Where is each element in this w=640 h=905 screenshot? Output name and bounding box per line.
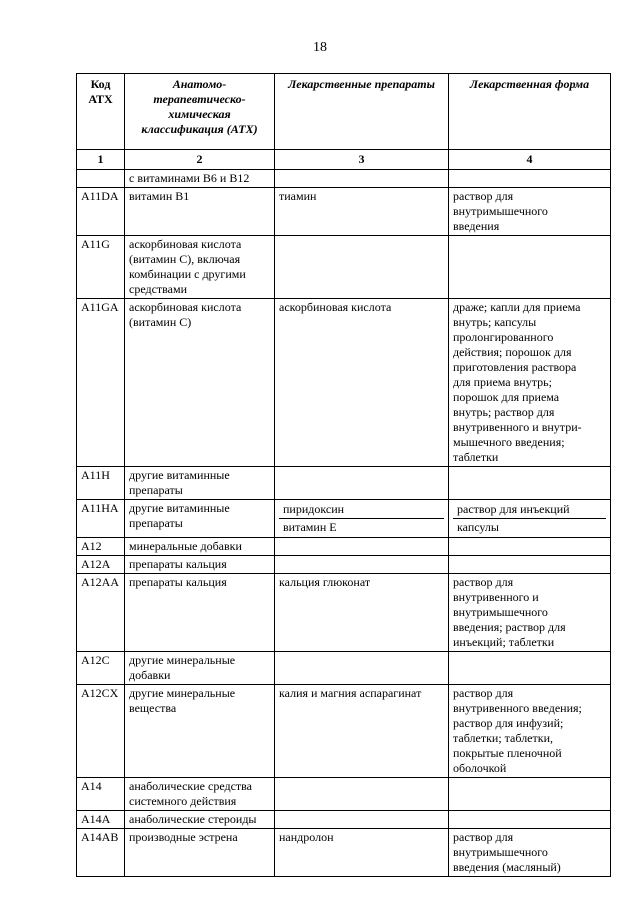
form-cell bbox=[449, 556, 611, 574]
drug-cell bbox=[275, 811, 449, 829]
code-cell bbox=[77, 170, 125, 188]
form-subcell: раствор для инъекций bbox=[457, 502, 570, 516]
form-cell: раствор для внутримышечного введения (масляный) bbox=[449, 829, 611, 877]
table-row bbox=[77, 236, 611, 299]
column-number: 3 bbox=[275, 150, 449, 170]
table-row bbox=[77, 685, 611, 778]
atc-cell: другие витаминные препараты bbox=[125, 500, 275, 538]
column-number-row bbox=[77, 150, 611, 170]
code-cell: A12 bbox=[77, 538, 125, 556]
drug-cell: кальция глюконат bbox=[275, 574, 449, 652]
table-row bbox=[77, 170, 611, 188]
drug-cell bbox=[275, 170, 449, 188]
table-row bbox=[77, 652, 611, 685]
form-cell bbox=[449, 538, 611, 556]
atc-cell: препараты кальция bbox=[125, 556, 275, 574]
code-cell: A12C bbox=[77, 652, 125, 685]
atc-cell: с витаминами В6 и В12 bbox=[125, 170, 275, 188]
form-subcell: капсулы bbox=[453, 518, 606, 536]
atc-cell: минеральные добавки bbox=[125, 538, 275, 556]
drug-cell bbox=[275, 556, 449, 574]
drug-cell bbox=[275, 236, 449, 299]
table-row bbox=[77, 299, 611, 467]
drug-cell: калия и магния аспарагинат bbox=[275, 685, 449, 778]
code-cell: A11GA bbox=[77, 299, 125, 467]
atc-cell: другие витаминные препараты bbox=[125, 467, 275, 500]
drug-cell bbox=[275, 652, 449, 685]
table-row bbox=[77, 829, 611, 877]
code-cell: A12A bbox=[77, 556, 125, 574]
table-row bbox=[77, 467, 611, 500]
header-atc-classification: Анатомо- терапевтическо- химическая классификация (АТХ) bbox=[125, 74, 275, 150]
column-number: 1 bbox=[77, 150, 125, 170]
table-row bbox=[77, 500, 611, 538]
atc-cell: анаболические средства системного действия bbox=[125, 778, 275, 811]
atc-cell: препараты кальция bbox=[125, 574, 275, 652]
code-cell: A14AB bbox=[77, 829, 125, 877]
table-row bbox=[77, 556, 611, 574]
code-cell: A11G bbox=[77, 236, 125, 299]
code-cell: A11H bbox=[77, 467, 125, 500]
form-cell bbox=[449, 236, 611, 299]
code-cell: A14 bbox=[77, 778, 125, 811]
header-code: Код АТХ bbox=[77, 74, 125, 150]
code-cell: A12AA bbox=[77, 574, 125, 652]
atc-cell: аскорбиновая кислота (витамин С), включая комбинации с другими средствами bbox=[125, 236, 275, 299]
table-row bbox=[77, 811, 611, 829]
table-row bbox=[77, 574, 611, 652]
form-cell: драже; капли для приема внутрь; капсулы пролонгированного действия; порошок для приготовления раствора для приема внутрь; порошок для приема внутрь; раствор для внутривенного и внутри- мышечного введения; таблетки bbox=[449, 299, 611, 467]
code-cell: A12CX bbox=[77, 685, 125, 778]
atc-cell: витамин В1 bbox=[125, 188, 275, 236]
form-cell bbox=[449, 170, 611, 188]
form-cell bbox=[449, 500, 611, 538]
drug-cell: нандролон bbox=[275, 829, 449, 877]
atc-cell: анаболические стероиды bbox=[125, 811, 275, 829]
atc-cell: аскорбиновая кислота (витамин С) bbox=[125, 299, 275, 467]
code-cell: A11HA bbox=[77, 500, 125, 538]
form-cell bbox=[449, 811, 611, 829]
column-number: 2 bbox=[125, 150, 275, 170]
table-row bbox=[77, 538, 611, 556]
drug-subcell: витамин Е bbox=[279, 518, 444, 536]
atc-drug-table bbox=[76, 73, 611, 877]
drug-cell bbox=[275, 467, 449, 500]
table-row bbox=[77, 778, 611, 811]
form-cell: раствор для внутримышечного введения bbox=[449, 188, 611, 236]
drug-cell bbox=[275, 500, 449, 538]
drug-cell bbox=[275, 778, 449, 811]
header-dosage-form: Лекарственная форма bbox=[449, 74, 611, 150]
drug-cell: тиамин bbox=[275, 188, 449, 236]
form-cell bbox=[449, 652, 611, 685]
form-cell bbox=[449, 778, 611, 811]
atc-cell: другие минеральные добавки bbox=[125, 652, 275, 685]
header-drugs: Лекарственные препараты bbox=[275, 74, 449, 150]
form-cell bbox=[449, 467, 611, 500]
code-cell: A11DA bbox=[77, 188, 125, 236]
table-header-row bbox=[77, 74, 611, 150]
form-cell: раствор для внутривенного и внутримышечного введения; раствор для инъекций; таблетки bbox=[449, 574, 611, 652]
atc-cell: производные эстрена bbox=[125, 829, 275, 877]
code-cell: A14A bbox=[77, 811, 125, 829]
drug-subcell: пиридоксин bbox=[283, 502, 345, 516]
form-cell: раствор для внутривенного введения; раствор для инфузий; таблетки; таблетки, покрытые пленочной оболочкой bbox=[449, 685, 611, 778]
page-number: 18 bbox=[313, 40, 327, 55]
drug-cell: аскорбиновая кислота bbox=[275, 299, 449, 467]
table-row bbox=[77, 188, 611, 236]
drug-cell bbox=[275, 538, 449, 556]
atc-cell: другие минеральные вещества bbox=[125, 685, 275, 778]
column-number: 4 bbox=[449, 150, 611, 170]
